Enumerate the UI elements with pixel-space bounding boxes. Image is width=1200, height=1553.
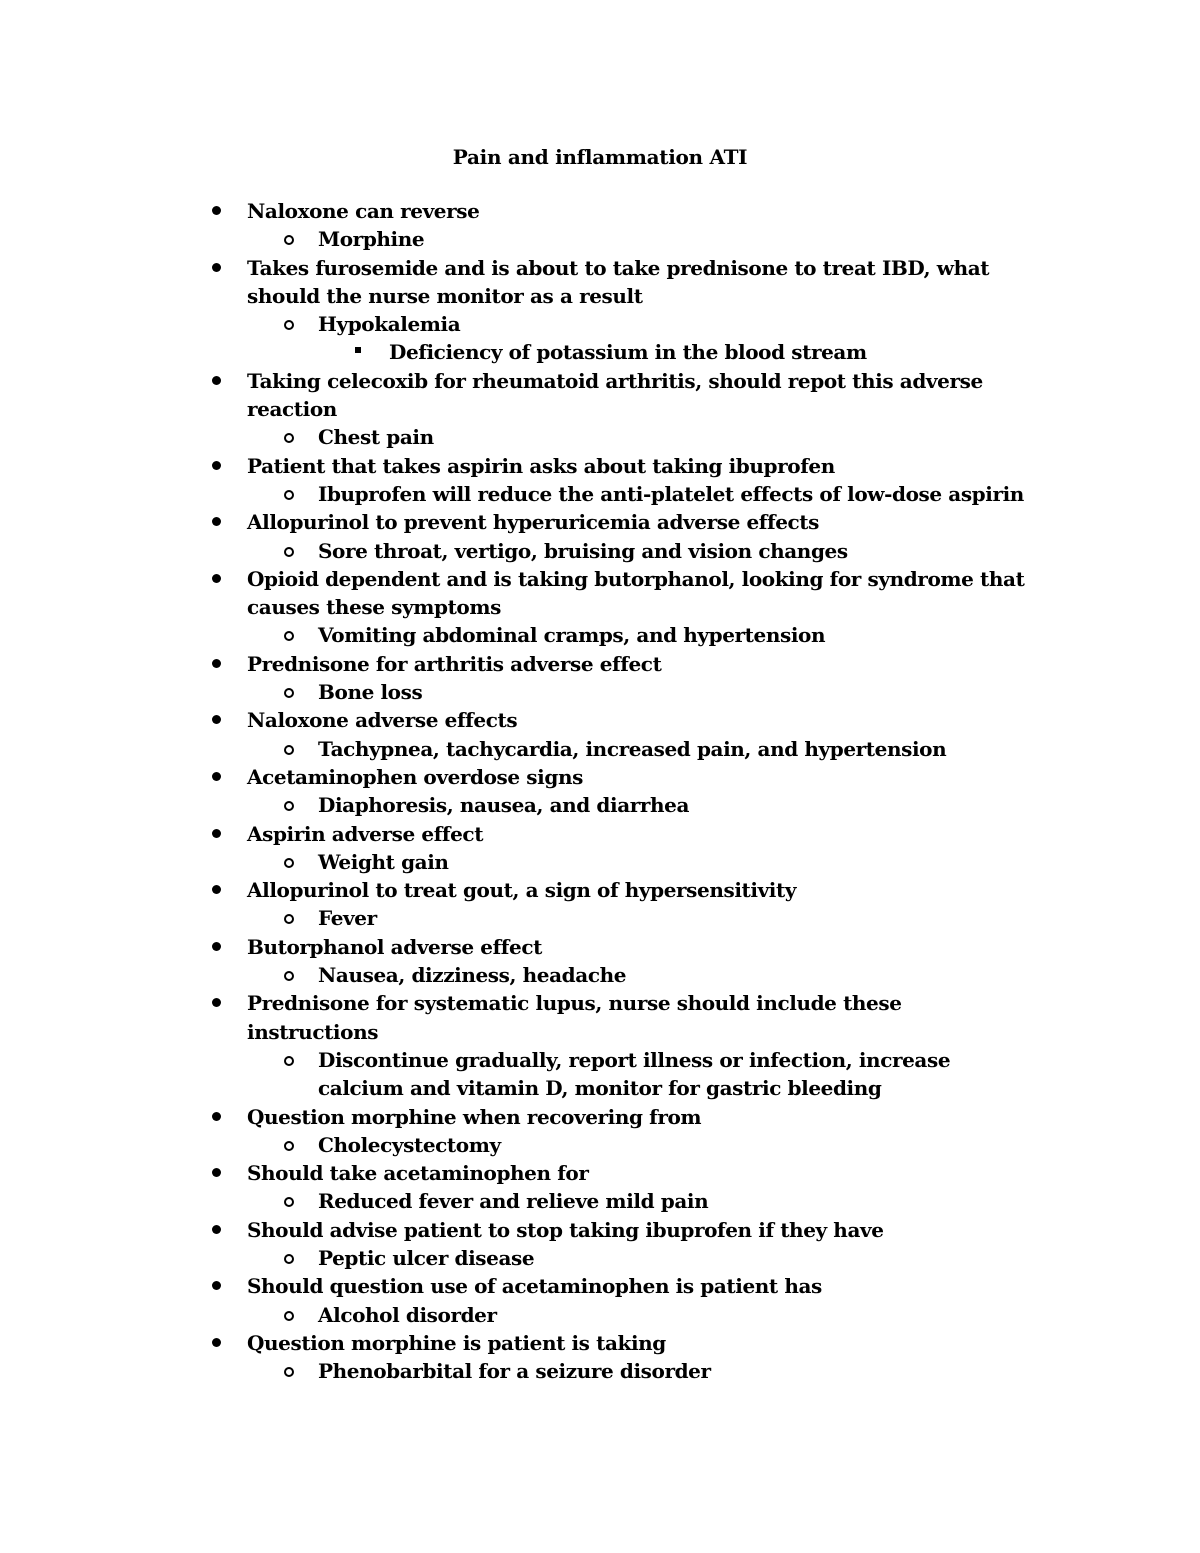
circle-bullet-icon	[284, 971, 294, 981]
answer-item	[0, 791, 1200, 819]
circle-bullet-icon	[284, 1254, 294, 1264]
circle-bullet-icon	[284, 547, 294, 557]
answer-item	[0, 480, 1200, 508]
answer-item	[0, 848, 1200, 876]
bullet-icon	[212, 1168, 221, 1177]
bullet-icon	[212, 376, 221, 385]
bullet-icon	[212, 1338, 221, 1347]
answer-item	[0, 904, 1200, 932]
answer-text: Chest pain	[318, 425, 434, 450]
bullet-icon	[212, 263, 221, 272]
question-text: Prednisone for arthritis adverse effect	[247, 651, 662, 676]
sub-answer-text: Deficiency of potassium in the blood stream	[389, 340, 867, 365]
list-item	[0, 650, 1200, 678]
answer-item	[0, 1046, 1018, 1103]
answer-text: Reduced fever and relieve mild pain	[318, 1189, 709, 1214]
bullet-icon	[212, 885, 221, 894]
question-text: Taking celecoxib for rheumatoid arthritis, should repot this adverse reaction	[247, 368, 983, 422]
circle-bullet-icon	[284, 1367, 294, 1377]
question-text: Takes furosemide and is about to take prednisone to treat IBD, what should the nurse monitor as a result	[247, 255, 990, 308]
circle-bullet-icon	[284, 1197, 294, 1207]
question-text: Naloxone adverse effects	[247, 708, 518, 733]
answer-text: Tachypnea, tachycardia, increased pain, and hypertension	[318, 736, 947, 761]
answer-text: Hypokalemia	[318, 312, 461, 337]
answer-item	[0, 961, 1200, 989]
circle-bullet-icon	[284, 1311, 294, 1321]
bullet-icon	[212, 942, 221, 951]
answer-item	[0, 423, 1200, 451]
list-item	[0, 706, 1200, 734]
circle-bullet-icon	[284, 801, 294, 811]
question-text: Allopurinol to prevent hyperuricemia adverse effects	[247, 510, 820, 535]
answer-item	[0, 621, 1200, 649]
list-item	[0, 565, 1037, 622]
list-item	[0, 820, 1200, 848]
question-text: Should question use of acetaminophen is patient has	[247, 1274, 822, 1299]
answer-text: Fever	[318, 906, 377, 931]
list-item	[0, 254, 1037, 311]
bullet-icon	[212, 715, 221, 724]
answer-text: Phenobarbital for a seizure disorder	[318, 1359, 711, 1384]
answer-text: Weight gain	[318, 849, 449, 874]
answer-text: Morphine	[318, 227, 425, 252]
answer-item	[0, 1301, 1200, 1329]
list-item	[0, 197, 1200, 225]
bullet-icon	[212, 206, 221, 215]
circle-bullet-icon	[284, 320, 294, 330]
bullet-icon	[212, 772, 221, 781]
list-item	[0, 763, 1200, 791]
question-list	[0, 197, 1200, 1385]
answer-text: Discontinue gradually, report illness or infection, increase calcium and vitamin D, monitor for gastric bleeding	[318, 1047, 951, 1101]
list-item	[0, 1159, 1200, 1187]
bullet-icon	[212, 517, 221, 526]
question-text: Aspirin adverse effect	[247, 821, 484, 846]
circle-bullet-icon	[284, 1141, 294, 1151]
answer-item	[0, 1357, 1200, 1385]
bullet-icon	[212, 574, 221, 583]
answer-text: Alcohol disorder	[318, 1302, 497, 1327]
question-text: Acetaminophen overdose signs	[247, 764, 583, 789]
question-text: Should take acetaminophen for	[247, 1161, 589, 1186]
answer-text: Peptic ulcer disease	[318, 1245, 535, 1270]
answer-item	[0, 225, 1200, 253]
list-item	[0, 989, 1037, 1046]
bullet-icon	[212, 1112, 221, 1121]
list-item	[0, 933, 1200, 961]
list-item	[0, 367, 1037, 424]
list-item	[0, 508, 1200, 536]
answer-item	[0, 1131, 1200, 1159]
bullet-icon	[212, 1281, 221, 1290]
list-item	[0, 1329, 1200, 1357]
answer-text: Sore throat, vertigo, bruising and vision changes	[318, 538, 848, 563]
bullet-icon	[212, 998, 221, 1007]
answer-text: Cholecystectomy	[318, 1132, 501, 1157]
question-text: Prednisone for systematic lupus, nurse should include these instructions	[247, 991, 902, 1044]
answer-text: Nausea, dizziness, headache	[318, 963, 627, 988]
answer-item	[0, 310, 1200, 338]
answer-item	[0, 1187, 1200, 1215]
list-item	[0, 452, 1200, 480]
bullet-icon	[212, 829, 221, 838]
square-bullet-icon	[355, 347, 361, 353]
list-item	[0, 1272, 1200, 1300]
answer-item	[0, 1244, 1200, 1272]
answer-text: Ibuprofen will reduce the anti-platelet effects of low-dose aspirin	[318, 481, 1024, 506]
question-text: Allopurinol to treat gout, a sign of hypersensitivity	[247, 878, 797, 903]
circle-bullet-icon	[284, 235, 294, 245]
circle-bullet-icon	[284, 490, 294, 500]
circle-bullet-icon	[284, 1056, 294, 1066]
circle-bullet-icon	[284, 433, 294, 443]
question-text: Should advise patient to stop taking ibuprofen if they have	[247, 1217, 884, 1242]
list-item	[0, 1216, 1200, 1244]
page-title: Pain and inflammation ATI	[452, 145, 748, 169]
circle-bullet-icon	[284, 688, 294, 698]
answer-item	[0, 735, 1200, 763]
bullet-icon	[212, 659, 221, 668]
circle-bullet-icon	[284, 631, 294, 641]
question-text: Question morphine when recovering from	[247, 1104, 702, 1129]
question-text: Question morphine is patient is taking	[247, 1330, 666, 1355]
answer-text: Diaphoresis, nausea, and diarrhea	[318, 793, 690, 818]
question-text: Opioid dependent and is taking butorphanol, looking for syndrome that causes these symptoms	[247, 566, 1025, 620]
question-text: Naloxone can reverse	[247, 199, 480, 223]
answer-text: Vomiting abdominal cramps, and hypertension	[318, 623, 826, 648]
circle-bullet-icon	[284, 914, 294, 924]
list-item	[0, 1103, 1200, 1131]
circle-bullet-icon	[284, 858, 294, 868]
question-text: Patient that takes aspirin asks about taking ibuprofen	[247, 453, 835, 478]
bullet-icon	[212, 1225, 221, 1234]
answer-text: Bone loss	[318, 680, 423, 705]
list-item	[0, 876, 1200, 904]
sub-answer-item	[0, 338, 1200, 366]
question-text: Butorphanol adverse effect	[247, 934, 542, 959]
answer-item	[0, 678, 1200, 706]
answer-item	[0, 537, 1200, 565]
bullet-icon	[212, 461, 221, 470]
circle-bullet-icon	[284, 745, 294, 755]
